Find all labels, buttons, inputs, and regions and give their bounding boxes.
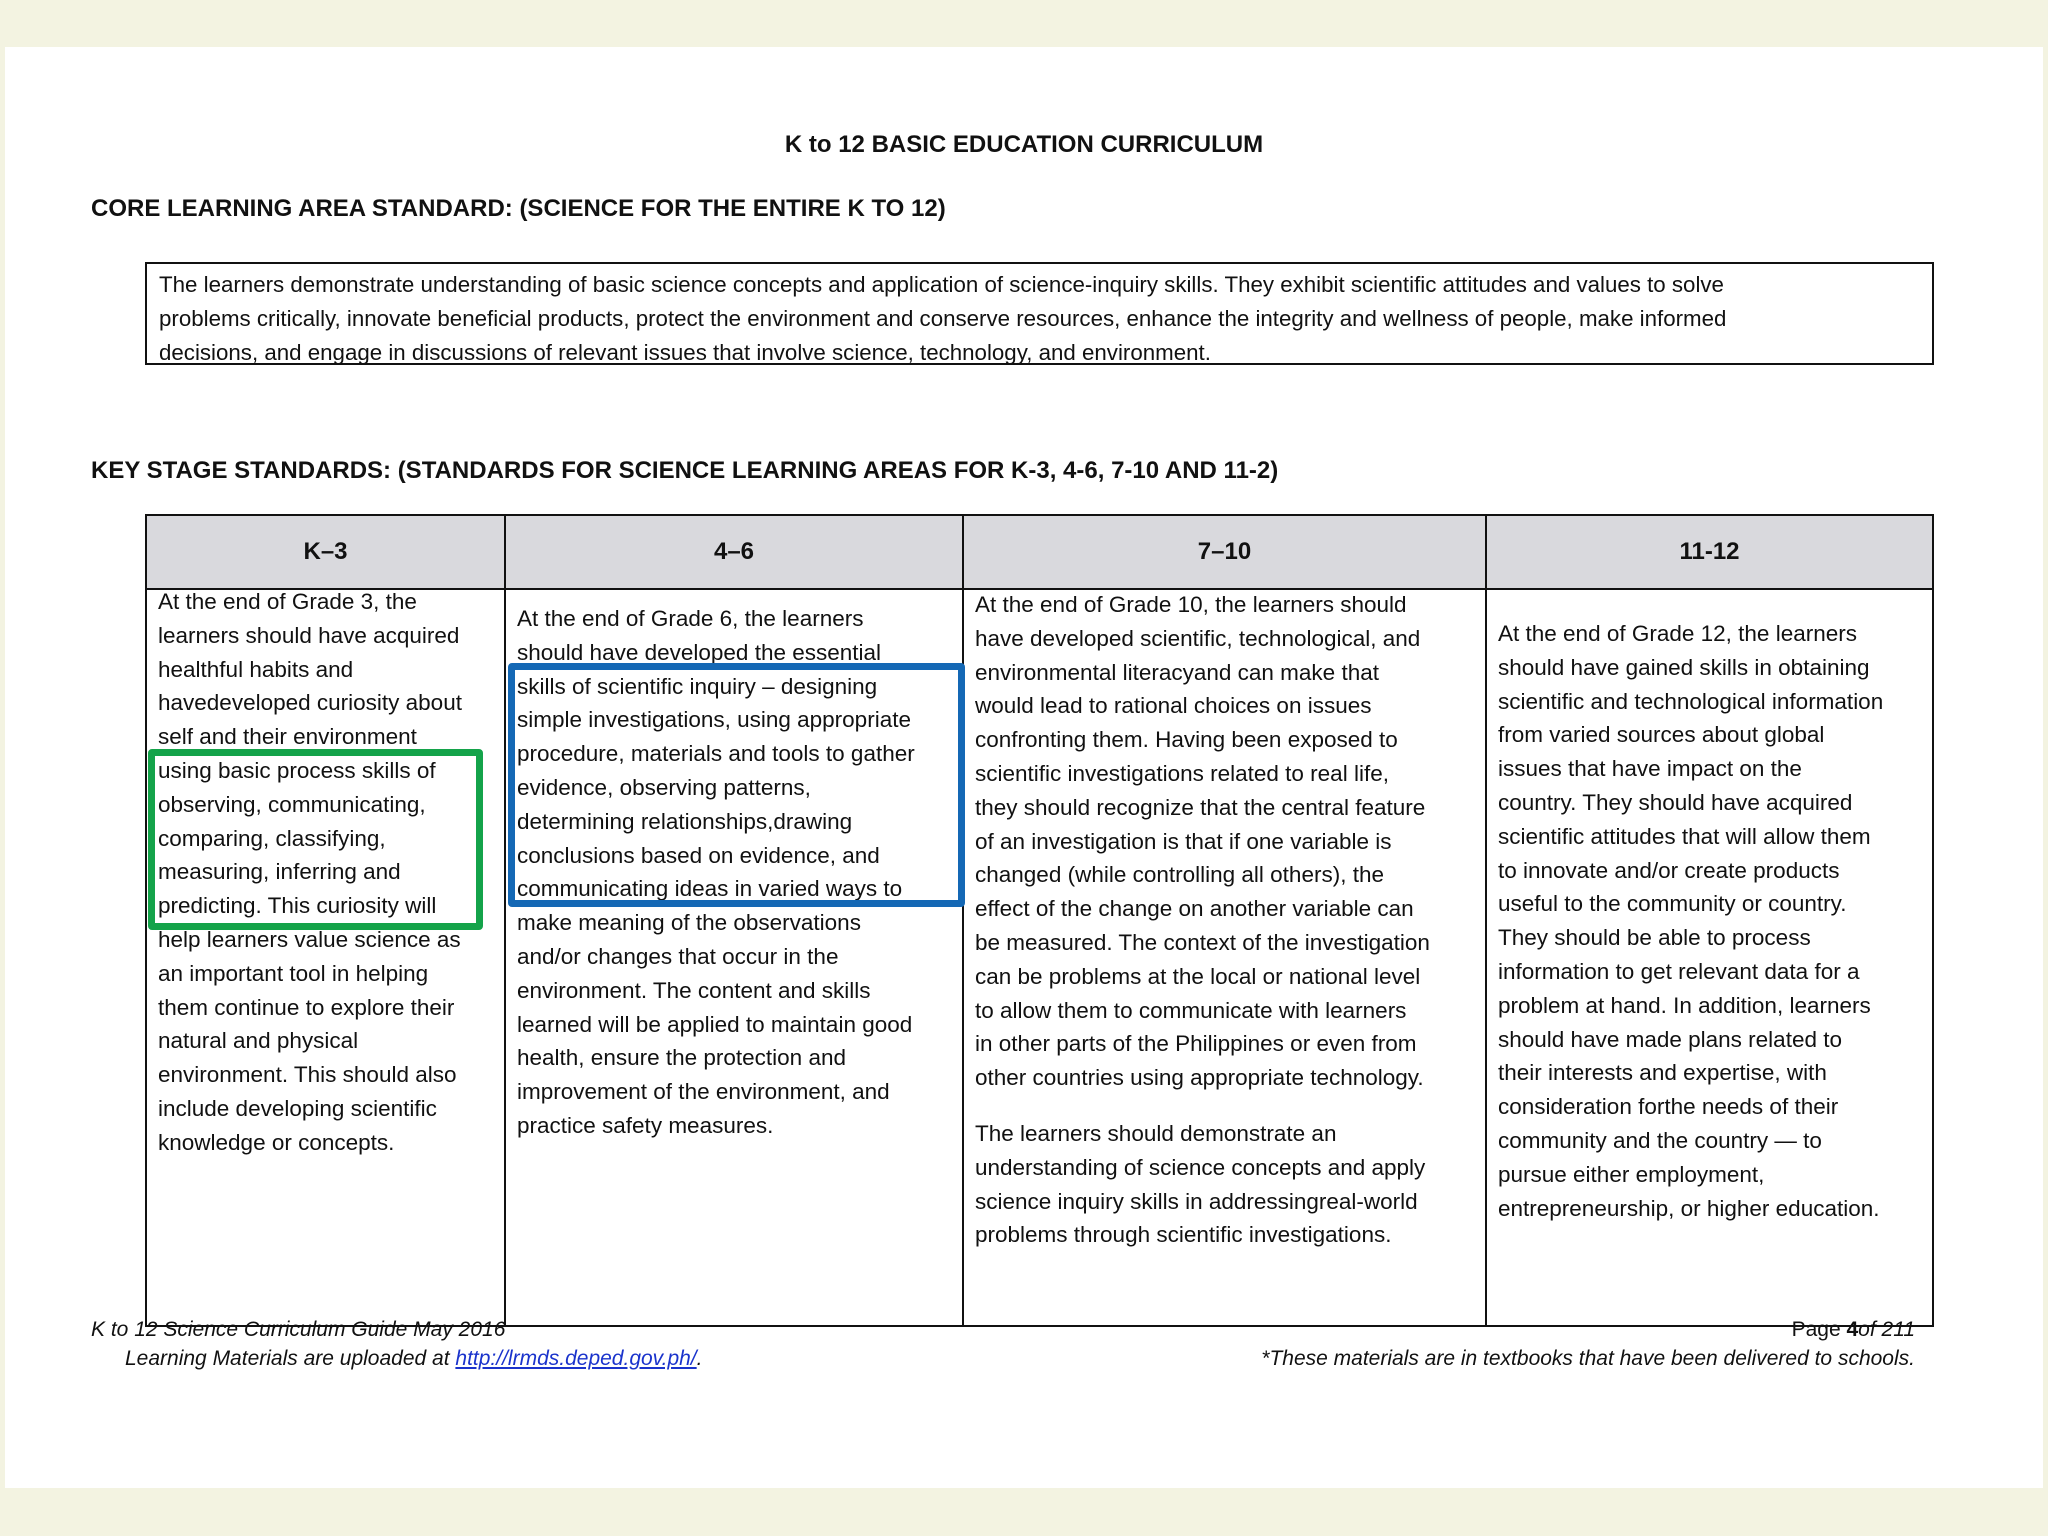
text-line: learned will be applied to maintain good	[517, 1011, 913, 1037]
text-line: can be problems at the local or national level	[975, 963, 1421, 989]
upload-prefix: Learning Materials are uploaded at	[125, 1347, 456, 1370]
text-line: At the end of Grade 10, the learners should	[975, 592, 1407, 617]
text-line: practice safety measures.	[517, 1112, 774, 1138]
footer-left	[91, 1315, 703, 1373]
text-line: They should be able to process	[1498, 925, 1811, 951]
page-prefix: Page	[1791, 1318, 1847, 1341]
text-line: entrepreneurship, or higher education.	[1498, 1195, 1880, 1221]
text-line: At the end of Grade 3, the	[158, 589, 417, 614]
text-line: have developed scientific, technological, and	[975, 625, 1421, 651]
page-indicator	[1261, 1315, 1915, 1344]
column-7-10	[964, 516, 1487, 1325]
core-standard-line: decisions, and engage in discussions of relevant issues that involve science, technology, and environment.	[159, 340, 1211, 365]
text-line: should have developed the essential	[517, 639, 882, 665]
text-line: in other parts of the Philippines or even from	[975, 1031, 1417, 1057]
text-line: At the end of Grade 12, the learners	[1498, 621, 1857, 646]
text-line: would lead to rational choices on issues	[975, 693, 1372, 719]
core-standard-box	[145, 262, 1934, 365]
column-4-6	[506, 516, 964, 1325]
text-line: help learners value science as	[158, 926, 461, 952]
text-line: environment. The content and skills	[517, 977, 871, 1003]
text-line: understanding of science concepts and apply	[975, 1154, 1426, 1180]
text-line: science inquiry skills in addressingreal-world	[975, 1188, 1418, 1214]
text-line: country. They should have acquired	[1498, 789, 1853, 815]
guide-citation: K to 12 Science Curriculum Guide May 2016	[91, 1318, 506, 1341]
upload-suffix: .	[696, 1347, 703, 1370]
text-line: from varied sources about global	[1498, 722, 1825, 748]
text-line: predicting. This curiosity will	[158, 893, 437, 919]
text-line: knowledge or concepts.	[158, 1129, 395, 1155]
key-stage-heading: KEY STAGE STANDARDS: (STANDARDS FOR SCIENCE LEARNING AREAS FOR K-3, 4-6, 7-10 AND 11-2)	[91, 457, 1279, 484]
core-standard-line: problems critically, innovate beneficial products, protect the environment and conserve resources, enhance the integrity and wellness of people, make informed	[159, 306, 1727, 331]
upload-note	[91, 1344, 703, 1373]
text-line: self and their environment	[158, 724, 417, 750]
text-line: confronting them. Having been exposed to	[975, 727, 1398, 753]
text-line: consideration forthe needs of their	[1498, 1094, 1839, 1120]
text-line: The learners should demonstrate an	[975, 1120, 1337, 1146]
text-line: comparing, classifying,	[158, 825, 386, 851]
text-line: community and the country — to	[1498, 1127, 1822, 1153]
core-standard-line: The learners demonstrate understanding of basic science concepts and application of science-inquiry skills. They exhibit scientific attitudes and values to solve	[159, 272, 1724, 297]
text-line: information to get relevant data for a	[1498, 958, 1860, 984]
text-line: skills of scientific inquiry – designing	[517, 673, 878, 699]
text-line: scientific attitudes that will allow them	[1498, 823, 1871, 849]
text-line: environmental literacyand can make that	[975, 659, 1379, 685]
text-line: changed (while controlling all others), the	[975, 862, 1384, 888]
text-line: At the end of Grade 6, the learners	[517, 606, 864, 631]
column-header: 11-12	[1487, 516, 1932, 590]
text-line: measuring, inferring and	[158, 859, 401, 885]
text-line: be measured. The context of the investigation	[975, 929, 1430, 955]
document-title: K to 12 BASIC EDUCATION CURRICULUM	[784, 131, 1264, 158]
text-line: effect of the change on another variable can	[975, 896, 1414, 922]
text-line: their interests and expertise, with	[1498, 1060, 1827, 1086]
column-body	[1498, 617, 1883, 1225]
text-line: should have gained skills in obtaining	[1498, 654, 1870, 680]
text-line: include developing scientific	[158, 1095, 437, 1121]
page-total: of 211	[1858, 1318, 1915, 1341]
text-line: and/or changes that occur in the	[517, 943, 839, 969]
text-line: evidence, observing patterns,	[517, 774, 811, 800]
column-header: 4–6	[506, 516, 962, 590]
text-line: of an investigation is that if one variable is	[975, 828, 1392, 854]
text-line: observing, communicating,	[158, 791, 426, 817]
text-line: scientific and technological information	[1498, 688, 1884, 714]
column-header: 7–10	[964, 516, 1485, 590]
text-line: problem at hand. In addition, learners	[1498, 992, 1871, 1018]
blue-highlight-box	[508, 663, 965, 907]
green-highlight-box	[148, 749, 483, 930]
text-line: learners should have acquired	[158, 622, 460, 648]
text-line: procedure, materials and tools to gather	[517, 741, 915, 767]
text-line: problems through scientific investigations.	[975, 1222, 1392, 1248]
text-line: simple investigations, using appropriate	[517, 707, 911, 733]
page-number: 4	[1846, 1318, 1859, 1341]
textbook-note: *These materials are in textbooks that have been delivered to schools.	[1261, 1347, 1915, 1370]
text-line: to allow them to communicate with learners	[975, 997, 1407, 1023]
text-line: an important tool in helping	[158, 960, 429, 986]
text-line: they should recognize that the central feature	[975, 794, 1426, 820]
text-line: havedeveloped curiosity about	[158, 690, 462, 716]
text-line: health, ensure the protection and	[517, 1045, 846, 1071]
text-line: should have made plans related to	[1498, 1026, 1842, 1052]
text-line: communicating ideas in varied ways to	[517, 876, 903, 902]
lrmds-link[interactable]: http://lrmds.deped.gov.ph/	[455, 1347, 697, 1370]
text-line: them continue to explore their	[158, 994, 455, 1020]
text-line: determining relationships,drawing	[517, 808, 853, 834]
column-body	[975, 588, 1430, 1252]
text-line: other countries using appropriate technology.	[975, 1065, 1424, 1091]
text-line: scientific investigations related to real life,	[975, 760, 1389, 786]
column-header: K–3	[147, 516, 504, 590]
text-line: make meaning of the observations	[517, 910, 861, 936]
text-line: using basic process skills of	[158, 757, 436, 783]
text-line: conclusions based on evidence, and	[517, 842, 880, 868]
text-line: improvement of the environment, and	[517, 1079, 890, 1105]
text-line: environment. This should also	[158, 1062, 457, 1088]
text-line: useful to the community or country.	[1498, 891, 1847, 917]
core-standard-heading: CORE LEARNING AREA STANDARD: (SCIENCE FOR THE ENTIRE K TO 12)	[91, 195, 946, 222]
text-line: pursue either employment,	[1498, 1161, 1765, 1187]
column-11-12	[1487, 516, 1932, 1325]
text-line: issues that have impact on the	[1498, 756, 1802, 782]
footer-right	[1261, 1315, 1915, 1373]
text-line: to innovate and/or create products	[1498, 857, 1840, 883]
text-line: natural and physical	[158, 1028, 359, 1054]
text-line: healthful habits and	[158, 656, 354, 682]
